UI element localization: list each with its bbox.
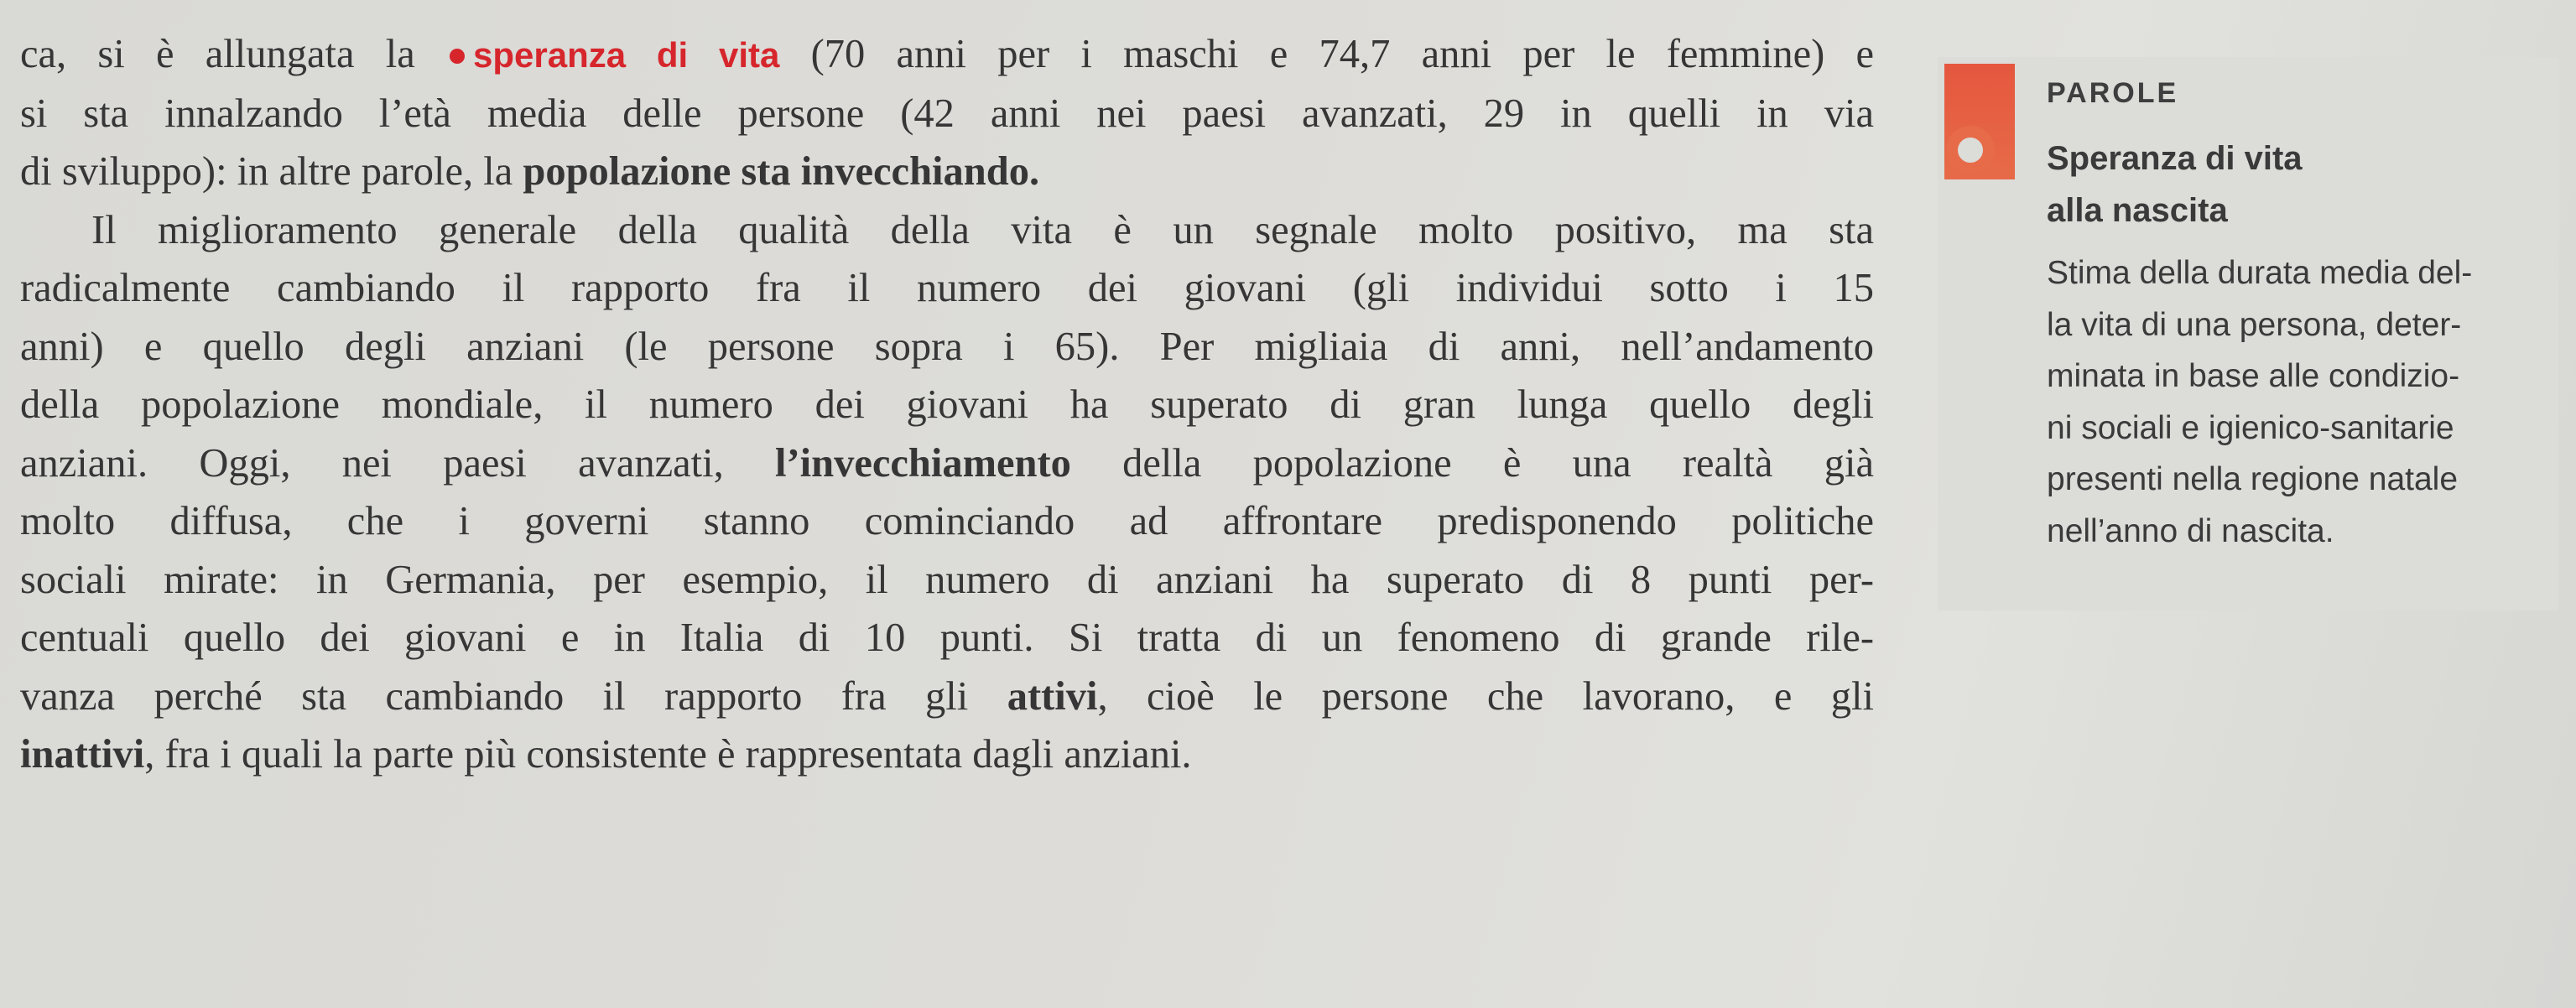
red-bullet-icon [450,49,465,64]
p2-line-3: anni) e quello degli anziani (le persone sopra i 65). Per migliaia di anni, nell’andamento [20,324,1874,369]
definition-line: ni sociali e igienico-sanitarie [2047,409,2454,446]
p1-line-1: ca, si è allungata la speranza di vita (70 anni per i maschi e 74,7 anni per le femmine) e [20,32,1875,76]
p2-line-10: inattivi, fra i quali la parte più consistente è rappresentata dagli anziani. [20,732,1192,777]
sidebar-term [2047,132,2303,236]
sidebar-header: PAROLE [2047,77,2179,109]
p2-line-8: centuali quello dei giovani e in Italia di 10 punti. Si tratta di un fenomeno di grande rile- [20,616,1874,660]
p2-line-4: della popolazione mondiale, il numero dei giovani ha superato di gran lunga quello degli [20,382,1874,427]
definition-line: presenti nella regione natale [2047,461,2459,497]
p1-line-3: di sviluppo): in altre parole, la popolazione sta invecchiando. [20,149,1040,194]
definition-line: nell’anno di nascita. [2047,512,2334,549]
bold-phrase: attivi [1007,673,1098,719]
bold-phrase: l’invecchiamento [775,440,1071,486]
sidebar-term-line-1: Speranza di vita [2047,140,2303,177]
paragraph-1 [20,25,1874,201]
sidebar-definition [1929,247,2550,557]
definition-line: minata in base alle condizio- [2047,358,2460,394]
bold-phrase: popolazione sta invecchiando. [523,149,1040,194]
p2-line-1: Il miglioramento generale della qualità della vita è un segnale molto positivo, ma sta [91,207,1874,252]
p1-line-2: si sta innalzando l’età media delle persone (42 anni nei paesi avanzati, 29 in quelli in via [20,91,1874,136]
bold-phrase: inattivi [20,732,145,777]
paragraph-2 [20,201,1874,784]
definition-line: la vita di una persona, deter- [2047,306,2462,343]
p2-line-7: sociali mirate: in Germania, per esempio, il numero di anziani ha superato di 8 punti per- [20,557,1874,602]
circle-marker-icon [1946,126,1995,174]
glossary-term-link[interactable]: speranza di vita [473,35,780,75]
definition-line: Stima della durata media del- [2047,255,2473,291]
p2-line-5: anziani. Oggi, nei paesi avanzati, l’invecchiamento della popolazione è una realtà già [20,440,1875,486]
p2-line-6: molto diffusa, che i governi stanno cominciando ad affrontare predisponendo politiche [20,499,1874,543]
p2-line-2: radicalmente cambiando il rapporto fra il numero dei giovani (gli individui sotto i 15 [20,266,1874,310]
p2-line-9: vanza perché sta cambiando il rapporto fra gli attivi, cioè le persone che lavorano, e gli [20,673,1875,719]
main-text-column [20,25,1874,784]
sidebar-term-line-2: alla nascita [2047,192,2228,229]
